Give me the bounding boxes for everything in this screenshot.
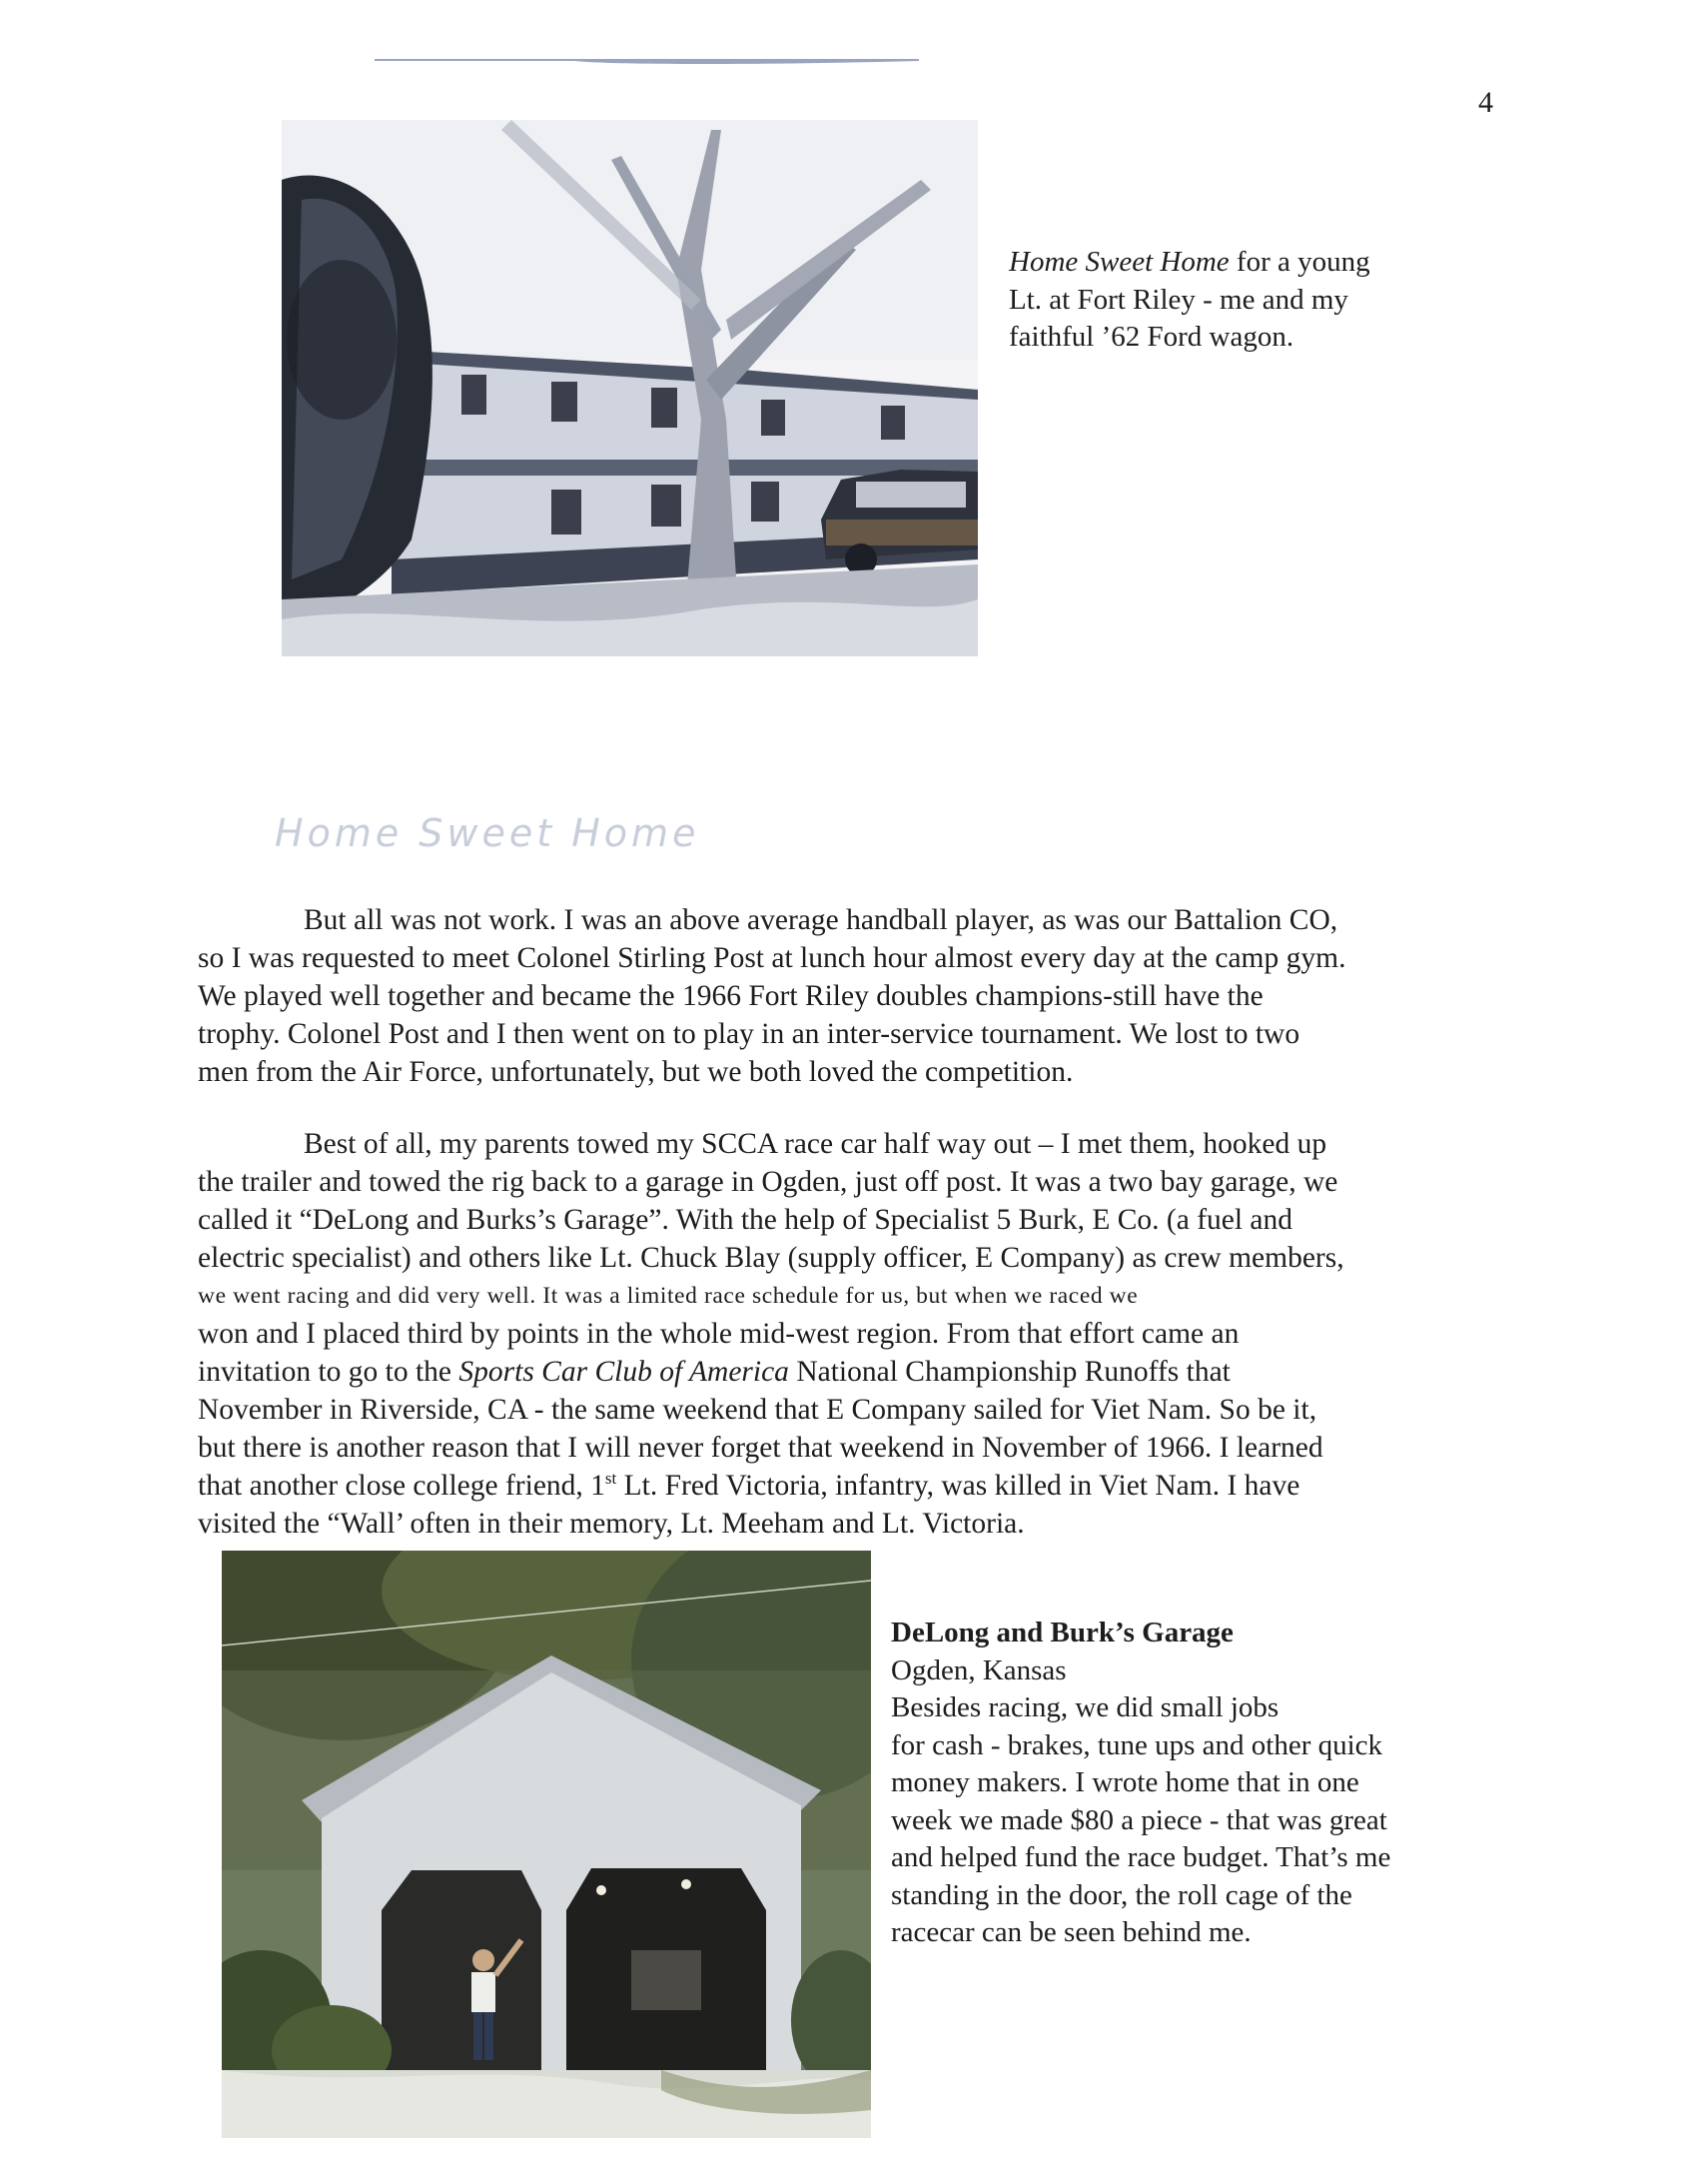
handwritten-note: Home Sweet Home (275, 811, 700, 855)
caption-line: Besides racing, we did small jobs (891, 1691, 1279, 1723)
house-photo (282, 120, 978, 656)
text-italic: Sports Car Club of America (458, 1356, 789, 1388)
caption-line: and helped fund the race budget. That’s me (891, 1841, 1391, 1873)
text-line (198, 1467, 1496, 1505)
text-line: visited the “Wall’ often in their memory, Lt. Meeham and Lt. Victoria. (198, 1508, 1025, 1540)
garage-photo-caption (891, 1615, 1510, 1952)
caption-italic-title: Home Sweet Home (1009, 246, 1230, 278)
text-line: we went racing and did very well. It was a limited race schedule for us, but when we raced we (198, 1283, 1139, 1309)
garage-photo (222, 1551, 871, 2138)
ordinal-suffix: st (604, 1469, 617, 1489)
text-line: Best of all, my parents towed my SCCA race car half way out – I met them, hooked up (304, 1128, 1327, 1160)
page-number: 4 (1478, 86, 1493, 119)
text-line: the trailer and towed the rig back to a garage in Ogden, just off post. It was a two bay garage, we (198, 1166, 1338, 1198)
paragraph-racing (198, 1125, 1496, 1543)
caption-line: racecar can be seen behind me. (891, 1916, 1252, 1948)
scan-edge-artifact (375, 56, 919, 66)
caption-line: faithful ’62 Ford wagon. (1009, 321, 1294, 353)
caption-line: week we made $80 a piece - that was great (891, 1803, 1387, 1836)
text-line: electric specialist) and others like Lt. Chuck Blay (supply officer, E Company) as crew members, (198, 1242, 1344, 1274)
caption-line: standing in the door, the roll cage of the (891, 1878, 1352, 1911)
paragraph-handball (198, 901, 1496, 1091)
caption-line: money makers. I wrote home that in one (891, 1766, 1359, 1798)
text-line: won and I placed third by points in the whole mid-west region. From that effort came an (198, 1318, 1240, 1350)
text-line: But all was not work. I was an above average handball player, as was our Battalion CO, (304, 904, 1338, 936)
text-line: November in Riverside, CA - the same weekend that E Company sailed for Viet Nam. So be it, (198, 1394, 1317, 1426)
caption-title: DeLong and Burk’s Garage (891, 1617, 1234, 1648)
text-line: We played well together and became the 1966 Fort Riley doubles champions-still have the (198, 980, 1264, 1012)
text-line (198, 1353, 1496, 1391)
caption-line: Lt. at Fort Riley - me and my (1009, 283, 1348, 316)
text-segment: invitation to go to the (198, 1356, 459, 1388)
caption-line: for cash - brakes, tune ups and other quick (891, 1728, 1383, 1761)
text-segment: that another close college friend, 1 (198, 1470, 605, 1502)
text-line: trophy. Colonel Post and I then went on to play in an inter-service tournament. We lost to two (198, 1018, 1300, 1050)
text-line: called it “DeLong and Burks’s Garage”. With the help of Specialist 5 Burk, E Co. (a fuel and (198, 1204, 1293, 1236)
text-line: so I was requested to meet Colonel Stirling Post at lunch hour almost every day at the camp gym. (198, 942, 1346, 974)
text-segment: National Championship Runoffs that (788, 1356, 1231, 1388)
caption-line: for a young (1229, 246, 1370, 278)
text-line: but there is another reason that I will never forget that weekend in November of 1966. I learned (198, 1432, 1323, 1464)
text-segment: Lt. Fred Victoria, infantry, was killed in Viet Nam. I have (616, 1470, 1300, 1502)
house-photo-caption (1009, 244, 1468, 357)
caption-line: Ogden, Kansas (891, 1653, 1067, 1686)
text-line: men from the Air Force, unfortunately, but we both loved the competition. (198, 1056, 1074, 1088)
